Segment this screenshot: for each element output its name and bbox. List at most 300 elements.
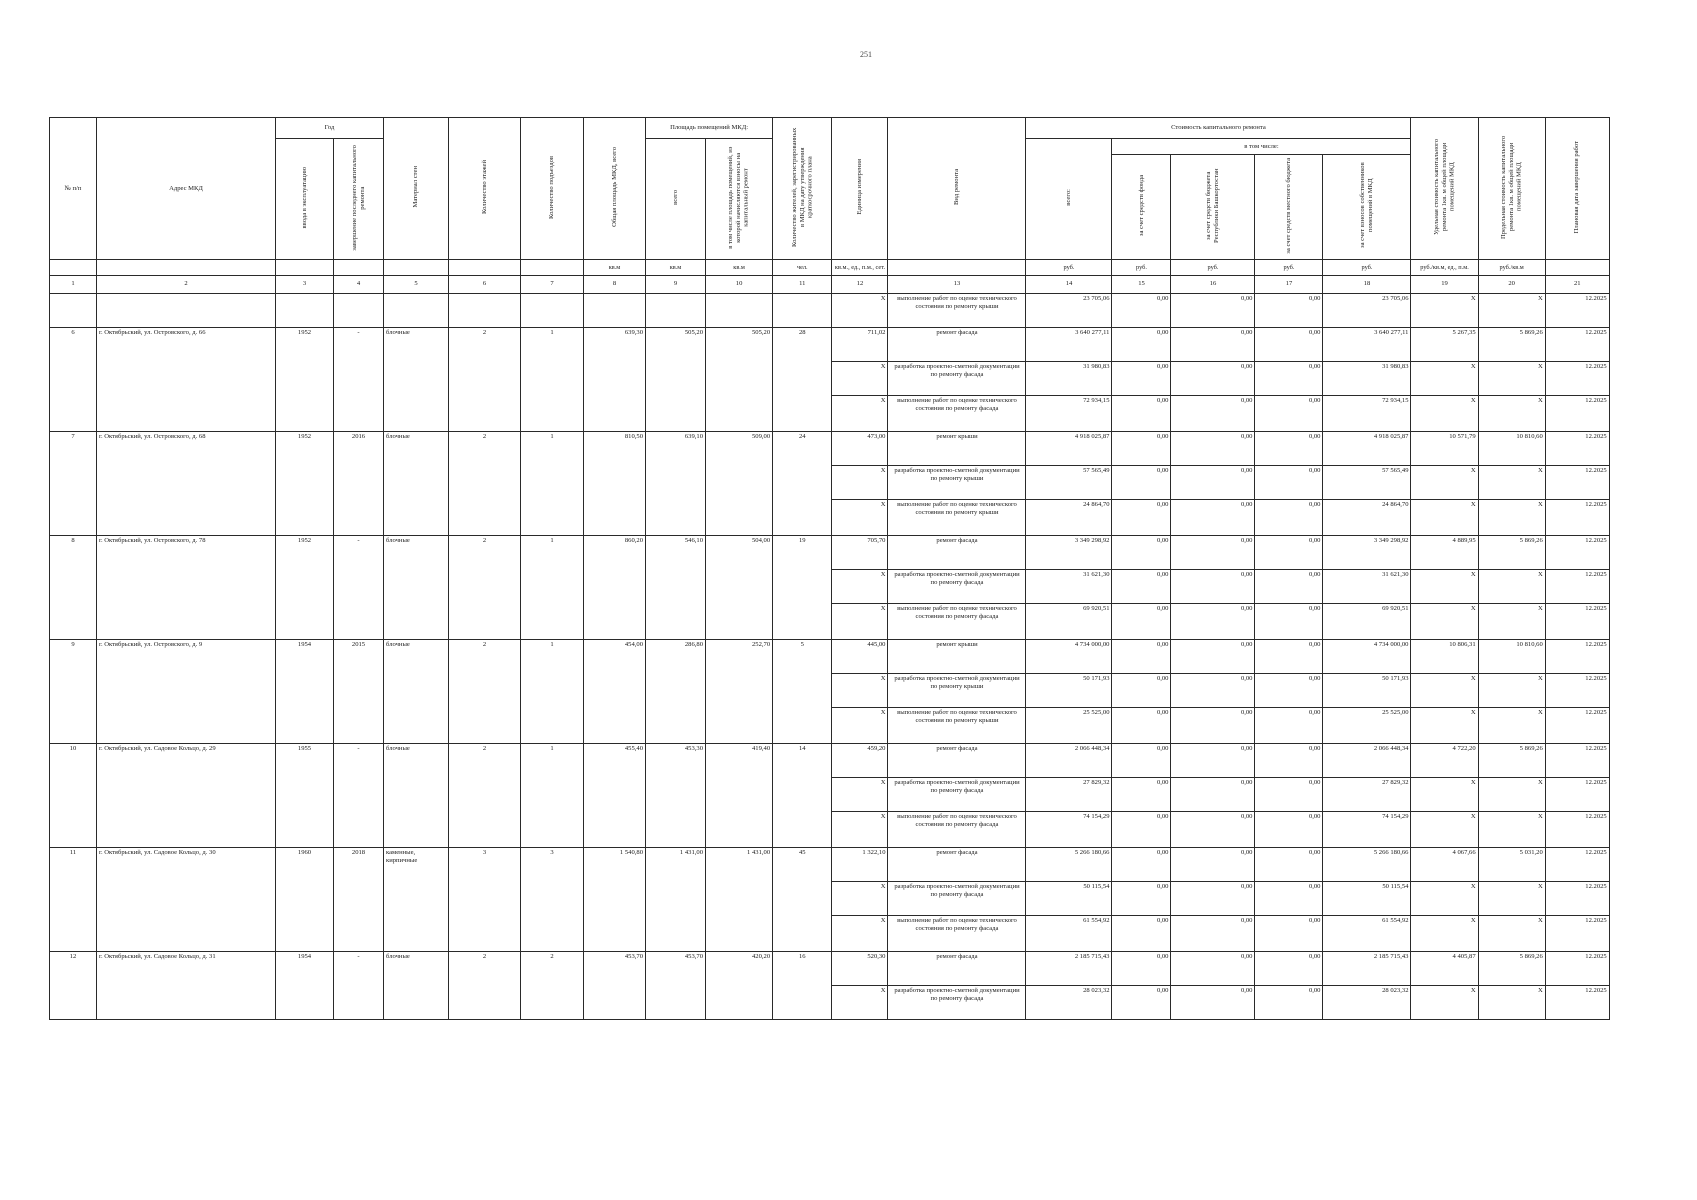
- work-type: выполнение работ по оценке технического состояния по ремонту фасада: [888, 915, 1026, 951]
- floors: 2: [449, 327, 521, 431]
- year-last-repair: 2016: [334, 431, 384, 535]
- unit-cost: 4 889,95: [1411, 535, 1478, 569]
- cost-total: 25 525,00: [1026, 707, 1112, 743]
- cost-owners: 3 349 298,92: [1323, 535, 1411, 569]
- house-address: г. Октябрьский, ул. Островского, д. 66: [97, 327, 276, 431]
- wall-material: блочные: [384, 951, 449, 1019]
- empty-cell: [97, 293, 276, 327]
- unit-value: 445,00: [832, 639, 888, 673]
- unit-cost: X: [1411, 293, 1478, 327]
- cost-fund: 0,00: [1112, 569, 1171, 603]
- house-number: 9: [50, 639, 97, 743]
- cost-fund: 0,00: [1112, 361, 1171, 395]
- cost-local: 0,00: [1255, 811, 1323, 847]
- wall-material: блочные: [384, 327, 449, 431]
- cost-local: 0,00: [1255, 395, 1323, 431]
- residents: 5: [773, 639, 832, 743]
- cost-owners: 4 734 000,00: [1323, 639, 1411, 673]
- cost-republic: 0,00: [1171, 673, 1255, 707]
- work-type: ремонт крыши: [888, 431, 1026, 465]
- work-type: разработка проектно-сметной документации по ремонту фасада: [888, 985, 1026, 1019]
- max-cost: 5 869,26: [1478, 951, 1545, 985]
- work-type: ремонт фасада: [888, 951, 1026, 985]
- total-area: 453,70: [584, 951, 646, 1019]
- max-cost: X: [1478, 603, 1545, 639]
- work-type: ремонт фасада: [888, 327, 1026, 361]
- column-number-3: 3: [276, 275, 334, 293]
- cost-total: 31 980,83: [1026, 361, 1112, 395]
- total-area: 860,20: [584, 535, 646, 639]
- unit-local: руб.: [1255, 259, 1323, 275]
- table-header: [50, 118, 1610, 294]
- header-year-commission: ввода в эксплуатацию: [276, 139, 334, 260]
- header-cost-group: Стоимость капитального ремонта: [1026, 118, 1411, 139]
- work-type: разработка проектно-сметной документации по ремонту фасада: [888, 881, 1026, 915]
- deadline: 12.2025: [1545, 707, 1609, 743]
- cost-total: 2 185 715,43: [1026, 951, 1112, 985]
- cost-total: 57 565,49: [1026, 465, 1112, 499]
- table-row: [50, 327, 1610, 361]
- cost-owners: 31 621,30: [1323, 569, 1411, 603]
- unit-cost: X: [1411, 707, 1478, 743]
- deadline: 12.2025: [1545, 639, 1609, 673]
- year-built: 1952: [276, 327, 334, 431]
- total-area: 1 540,80: [584, 847, 646, 951]
- cost-local: 0,00: [1255, 431, 1323, 465]
- unit-unit-cost: руб./кв.м, ед., п.м.: [1411, 259, 1478, 275]
- column-number-11: 11: [773, 275, 832, 293]
- deadline: 12.2025: [1545, 951, 1609, 985]
- total-area: 810,50: [584, 431, 646, 535]
- table-row: [50, 743, 1610, 777]
- table-row: [50, 639, 1610, 673]
- unit-cost: X: [1411, 569, 1478, 603]
- cost-fund: 0,00: [1112, 431, 1171, 465]
- cost-local: 0,00: [1255, 569, 1323, 603]
- house-address: г. Октябрьский, ул. Садовое Кольцо, д. 29: [97, 743, 276, 847]
- total-area: 455,40: [584, 743, 646, 847]
- unit-value: 711,02: [832, 327, 888, 361]
- floors: 2: [449, 639, 521, 743]
- header-owners: за счет взносов собственников помещений в МКД: [1323, 155, 1411, 260]
- cost-local: 0,00: [1255, 673, 1323, 707]
- cost-total: 2 066 448,34: [1026, 743, 1112, 777]
- unit-value: 705,70: [832, 535, 888, 569]
- table-body: [50, 293, 1610, 1019]
- max-cost: X: [1478, 811, 1545, 847]
- cost-fund: 0,00: [1112, 673, 1171, 707]
- cost-fund: 0,00: [1112, 603, 1171, 639]
- cost-republic: 0,00: [1171, 395, 1255, 431]
- deadline: 12.2025: [1545, 535, 1609, 569]
- cost-total: 5 266 180,66: [1026, 847, 1112, 881]
- unit-value: X: [832, 569, 888, 603]
- empty-cell: [50, 293, 97, 327]
- unit-cost: 10 806,31: [1411, 639, 1478, 673]
- cost-fund: 0,00: [1112, 707, 1171, 743]
- cost-total: 24 864,70: [1026, 499, 1112, 535]
- cost-republic: 0,00: [1171, 985, 1255, 1019]
- cost-republic: 0,00: [1171, 465, 1255, 499]
- unit-value: X: [832, 707, 888, 743]
- header-year-group: Год: [276, 118, 384, 139]
- premises-area: 453,70: [646, 951, 706, 1019]
- table-row: [50, 951, 1610, 985]
- cost-fund: 0,00: [1112, 743, 1171, 777]
- cost-republic: 0,00: [1171, 743, 1255, 777]
- entrances: 1: [521, 743, 584, 847]
- max-cost: X: [1478, 361, 1545, 395]
- year-built: 1952: [276, 431, 334, 535]
- cost-local: 0,00: [1255, 639, 1323, 673]
- deadline: 12.2025: [1545, 603, 1609, 639]
- cost-fund: 0,00: [1112, 915, 1171, 951]
- cost-total: 69 920,51: [1026, 603, 1112, 639]
- cost-total: 3 349 298,92: [1026, 535, 1112, 569]
- column-number-17: 17: [1255, 275, 1323, 293]
- empty-cell: [276, 293, 334, 327]
- deadline: 12.2025: [1545, 673, 1609, 707]
- unit-cost: X: [1411, 985, 1478, 1019]
- max-cost: X: [1478, 293, 1545, 327]
- cost-local: 0,00: [1255, 603, 1323, 639]
- unit-value: X: [832, 985, 888, 1019]
- house-address: г. Октябрьский, ул. Островского, д. 9: [97, 639, 276, 743]
- column-number-19: 19: [1411, 275, 1478, 293]
- header-unit: Единица измерения: [832, 118, 888, 260]
- header-entrances: Количество подъездов: [521, 118, 584, 260]
- wall-material: блочные: [384, 639, 449, 743]
- premises-area: 546,10: [646, 535, 706, 639]
- total-area: 454,00: [584, 639, 646, 743]
- residential-area: 420,20: [706, 951, 773, 1019]
- residents: 19: [773, 535, 832, 639]
- work-type: ремонт фасада: [888, 535, 1026, 569]
- cost-fund: 0,00: [1112, 535, 1171, 569]
- cost-owners: 2 185 715,43: [1323, 951, 1411, 985]
- cost-republic: 0,00: [1171, 603, 1255, 639]
- column-number-4: 4: [334, 275, 384, 293]
- cost-fund: 0,00: [1112, 639, 1171, 673]
- house-address: г. Октябрьский, ул. Садовое Кольцо, д. 31: [97, 951, 276, 1019]
- work-type: разработка проектно-сметной документации по ремонту фасада: [888, 361, 1026, 395]
- header-fund: за счет средств фонда: [1112, 155, 1171, 260]
- cost-fund: 0,00: [1112, 881, 1171, 915]
- max-cost: X: [1478, 673, 1545, 707]
- header-republic: за счет средств бюджета Республики Башкортостан: [1171, 155, 1255, 260]
- residential-area: 252,70: [706, 639, 773, 743]
- header-including-group: в том числе:: [1112, 139, 1411, 155]
- header-total-area: Общая площадь МКД, всего: [584, 118, 646, 260]
- unit-cost: X: [1411, 603, 1478, 639]
- cost-owners: 3 640 277,11: [1323, 327, 1411, 361]
- empty-cell: [449, 293, 521, 327]
- cost-owners: 72 934,15: [1323, 395, 1411, 431]
- unit-cost: 10 571,79: [1411, 431, 1478, 465]
- work-type: выполнение работ по оценке технического состояния по ремонту крыши: [888, 499, 1026, 535]
- unit-cost: X: [1411, 361, 1478, 395]
- work-type: выполнение работ по оценке технического состояния по ремонту фасада: [888, 395, 1026, 431]
- max-cost: X: [1478, 777, 1545, 811]
- floors: 2: [449, 743, 521, 847]
- residential-area: 419,40: [706, 743, 773, 847]
- cost-total: 23 705,06: [1026, 293, 1112, 327]
- unit-fund: руб.: [1112, 259, 1171, 275]
- cost-local: 0,00: [1255, 915, 1323, 951]
- cost-fund: 0,00: [1112, 811, 1171, 847]
- cost-total: 4 918 025,87: [1026, 431, 1112, 465]
- work-type: разработка проектно-сметной документации по ремонту крыши: [888, 673, 1026, 707]
- cost-republic: 0,00: [1171, 431, 1255, 465]
- residents: 45: [773, 847, 832, 951]
- cost-republic: 0,00: [1171, 915, 1255, 951]
- house-number: 6: [50, 327, 97, 431]
- deadline: 12.2025: [1545, 327, 1609, 361]
- deadline: 12.2025: [1545, 395, 1609, 431]
- cost-fund: 0,00: [1112, 465, 1171, 499]
- max-cost: X: [1478, 881, 1545, 915]
- house-number: 11: [50, 847, 97, 951]
- unit-value: X: [832, 499, 888, 535]
- cost-republic: 0,00: [1171, 707, 1255, 743]
- max-cost: 10 810,60: [1478, 431, 1545, 465]
- cost-owners: 25 525,00: [1323, 707, 1411, 743]
- header-floors: Количество этажей: [449, 118, 521, 260]
- header-no: № п/п: [50, 118, 97, 260]
- unit-value: X: [832, 811, 888, 847]
- cost-owners: 50 115,54: [1323, 881, 1411, 915]
- cost-owners: 5 266 180,66: [1323, 847, 1411, 881]
- work-type: выполнение работ по оценке технического состояния по ремонту фасада: [888, 811, 1026, 847]
- cost-republic: 0,00: [1171, 951, 1255, 985]
- max-cost: X: [1478, 569, 1545, 603]
- column-number-15: 15: [1112, 275, 1171, 293]
- unit-value: X: [832, 293, 888, 327]
- unit-value: 473,00: [832, 431, 888, 465]
- house-number: 10: [50, 743, 97, 847]
- cost-local: 0,00: [1255, 361, 1323, 395]
- work-type: ремонт крыши: [888, 639, 1026, 673]
- work-type: разработка проектно-сметной документации по ремонту крыши: [888, 465, 1026, 499]
- year-last-repair: -: [334, 535, 384, 639]
- unit-cost: X: [1411, 881, 1478, 915]
- max-cost: 10 810,60: [1478, 639, 1545, 673]
- wall-material: блочные: [384, 431, 449, 535]
- deadline: 12.2025: [1545, 361, 1609, 395]
- cost-owners: 50 171,93: [1323, 673, 1411, 707]
- unit-cost: X: [1411, 499, 1478, 535]
- max-cost: X: [1478, 707, 1545, 743]
- year-built: 1954: [276, 951, 334, 1019]
- cost-fund: 0,00: [1112, 847, 1171, 881]
- floors: 3: [449, 847, 521, 951]
- wall-material: блочные: [384, 743, 449, 847]
- unit-value: X: [832, 915, 888, 951]
- cost-total: 61 554,92: [1026, 915, 1112, 951]
- column-number-9: 9: [646, 275, 706, 293]
- unit-value: X: [832, 673, 888, 707]
- unit-cost: 4 067,66: [1411, 847, 1478, 881]
- year-last-repair: -: [334, 327, 384, 431]
- unit-residents: чел.: [773, 259, 832, 275]
- residents: 14: [773, 743, 832, 847]
- house-address: г. Октябрьский, ул. Садовое Кольцо, д. 30: [97, 847, 276, 951]
- residential-area: 1 431,00: [706, 847, 773, 951]
- max-cost: 5 869,26: [1478, 535, 1545, 569]
- work-type: выполнение работ по оценке технического состояния по ремонту крыши: [888, 293, 1026, 327]
- max-cost: X: [1478, 465, 1545, 499]
- house-address: г. Октябрьский, ул. Островского, д. 68: [97, 431, 276, 535]
- header-wall-material: Материал стен: [384, 118, 449, 260]
- column-number-13: 13: [888, 275, 1026, 293]
- column-number-20: 20: [1478, 275, 1545, 293]
- cost-republic: 0,00: [1171, 639, 1255, 673]
- empty-cell: [384, 293, 449, 327]
- cost-republic: 0,00: [1171, 811, 1255, 847]
- unit-owners: руб.: [1323, 259, 1411, 275]
- max-cost: X: [1478, 915, 1545, 951]
- premises-area: 505,20: [646, 327, 706, 431]
- max-cost: 5 031,20: [1478, 847, 1545, 881]
- cost-total: 28 023,32: [1026, 985, 1112, 1019]
- cost-fund: 0,00: [1112, 985, 1171, 1019]
- premises-area: 1 431,00: [646, 847, 706, 951]
- header-premises-total: всего: [646, 139, 706, 260]
- unit-cost: 4 405,87: [1411, 951, 1478, 985]
- cost-local: 0,00: [1255, 293, 1323, 327]
- max-cost: 5 869,26: [1478, 327, 1545, 361]
- unit-cost: 4 722,20: [1411, 743, 1478, 777]
- premises-area: 453,30: [646, 743, 706, 847]
- cost-republic: 0,00: [1171, 847, 1255, 881]
- deadline: 12.2025: [1545, 811, 1609, 847]
- year-last-repair: -: [334, 951, 384, 1019]
- work-type: выполнение работ по оценке технического состояния по ремонту фасада: [888, 603, 1026, 639]
- cost-total: 74 154,29: [1026, 811, 1112, 847]
- entrances: 2: [521, 951, 584, 1019]
- year-built: 1960: [276, 847, 334, 951]
- cost-local: 0,00: [1255, 327, 1323, 361]
- page-number: 251: [860, 50, 872, 59]
- column-number-14: 14: [1026, 275, 1112, 293]
- unit-republic: руб.: [1171, 259, 1255, 275]
- work-type: разработка проектно-сметной документации по ремонту фасада: [888, 569, 1026, 603]
- cost-fund: 0,00: [1112, 951, 1171, 985]
- cost-fund: 0,00: [1112, 293, 1171, 327]
- unit-value: 459,20: [832, 743, 888, 777]
- empty-cell: [773, 293, 832, 327]
- cost-total: 4 734 000,00: [1026, 639, 1112, 673]
- wall-material: блочные: [384, 535, 449, 639]
- column-number-1: 1: [50, 275, 97, 293]
- header-max-cost: Предельная стоимость капитального ремонта 1кв. м общей площади помещений МКД: [1478, 118, 1545, 260]
- column-number-10: 10: [706, 275, 773, 293]
- deadline: 12.2025: [1545, 985, 1609, 1019]
- deadline: 12.2025: [1545, 881, 1609, 915]
- header-cost-total: всего:: [1026, 139, 1112, 260]
- empty-cell: [521, 293, 584, 327]
- entrances: 1: [521, 535, 584, 639]
- floors: 2: [449, 535, 521, 639]
- work-type: разработка проектно-сметной документации по ремонту фасада: [888, 777, 1026, 811]
- cost-owners: 24 864,70: [1323, 499, 1411, 535]
- premises-area: 639,10: [646, 431, 706, 535]
- cost-local: 0,00: [1255, 707, 1323, 743]
- entrances: 3: [521, 847, 584, 951]
- deadline: 12.2025: [1545, 915, 1609, 951]
- cost-total: 31 621,30: [1026, 569, 1112, 603]
- unit-value: X: [832, 361, 888, 395]
- deadline: 12.2025: [1545, 777, 1609, 811]
- column-number-2: 2: [97, 275, 276, 293]
- cost-local: 0,00: [1255, 985, 1323, 1019]
- max-cost: X: [1478, 985, 1545, 1019]
- cost-owners: 57 565,49: [1323, 465, 1411, 499]
- cost-republic: 0,00: [1171, 293, 1255, 327]
- cost-total: 3 640 277,11: [1026, 327, 1112, 361]
- table-row-continuation: [50, 293, 1610, 327]
- total-area: 639,30: [584, 327, 646, 431]
- empty-cell: [334, 293, 384, 327]
- unit-cost: 5 267,35: [1411, 327, 1478, 361]
- column-number-21: 21: [1545, 275, 1609, 293]
- cost-owners: 61 554,92: [1323, 915, 1411, 951]
- unit-area-total: кв.м: [584, 259, 646, 275]
- year-last-repair: 2015: [334, 639, 384, 743]
- column-number-7: 7: [521, 275, 584, 293]
- cost-owners: 74 154,29: [1323, 811, 1411, 847]
- entrances: 1: [521, 327, 584, 431]
- cost-republic: 0,00: [1171, 881, 1255, 915]
- cost-local: 0,00: [1255, 499, 1323, 535]
- empty-cell: [584, 293, 646, 327]
- cost-fund: 0,00: [1112, 777, 1171, 811]
- year-built: 1954: [276, 639, 334, 743]
- column-number-16: 16: [1171, 275, 1255, 293]
- empty-cell: [706, 293, 773, 327]
- cost-republic: 0,00: [1171, 569, 1255, 603]
- cost-local: 0,00: [1255, 951, 1323, 985]
- header-work-type: Вид ремонта: [888, 118, 1026, 260]
- deadline: 12.2025: [1545, 847, 1609, 881]
- column-number-12: 12: [832, 275, 888, 293]
- year-last-repair: -: [334, 743, 384, 847]
- deadline: 12.2025: [1545, 743, 1609, 777]
- column-number-8: 8: [584, 275, 646, 293]
- unit-value: 1 322,10: [832, 847, 888, 881]
- cost-fund: 0,00: [1112, 395, 1171, 431]
- cost-republic: 0,00: [1171, 327, 1255, 361]
- column-number-18: 18: [1323, 275, 1411, 293]
- residential-area: 509,00: [706, 431, 773, 535]
- cost-owners: 2 066 448,34: [1323, 743, 1411, 777]
- table-row: [50, 847, 1610, 881]
- work-type: выполнение работ по оценке технического состояния по ремонту крыши: [888, 707, 1026, 743]
- residents: 24: [773, 431, 832, 535]
- cost-owners: 4 918 025,87: [1323, 431, 1411, 465]
- column-number-5: 5: [384, 275, 449, 293]
- cost-total: 27 829,32: [1026, 777, 1112, 811]
- header-address: Адрес МКД: [97, 118, 276, 260]
- cost-owners: 31 980,83: [1323, 361, 1411, 395]
- unit-cost: X: [1411, 915, 1478, 951]
- year-last-repair: 2018: [334, 847, 384, 951]
- entrances: 1: [521, 639, 584, 743]
- cost-owners: 69 920,51: [1323, 603, 1411, 639]
- residential-area: 504,00: [706, 535, 773, 639]
- unit-cost: X: [1411, 673, 1478, 707]
- wall-material: каменные, кирпичные: [384, 847, 449, 951]
